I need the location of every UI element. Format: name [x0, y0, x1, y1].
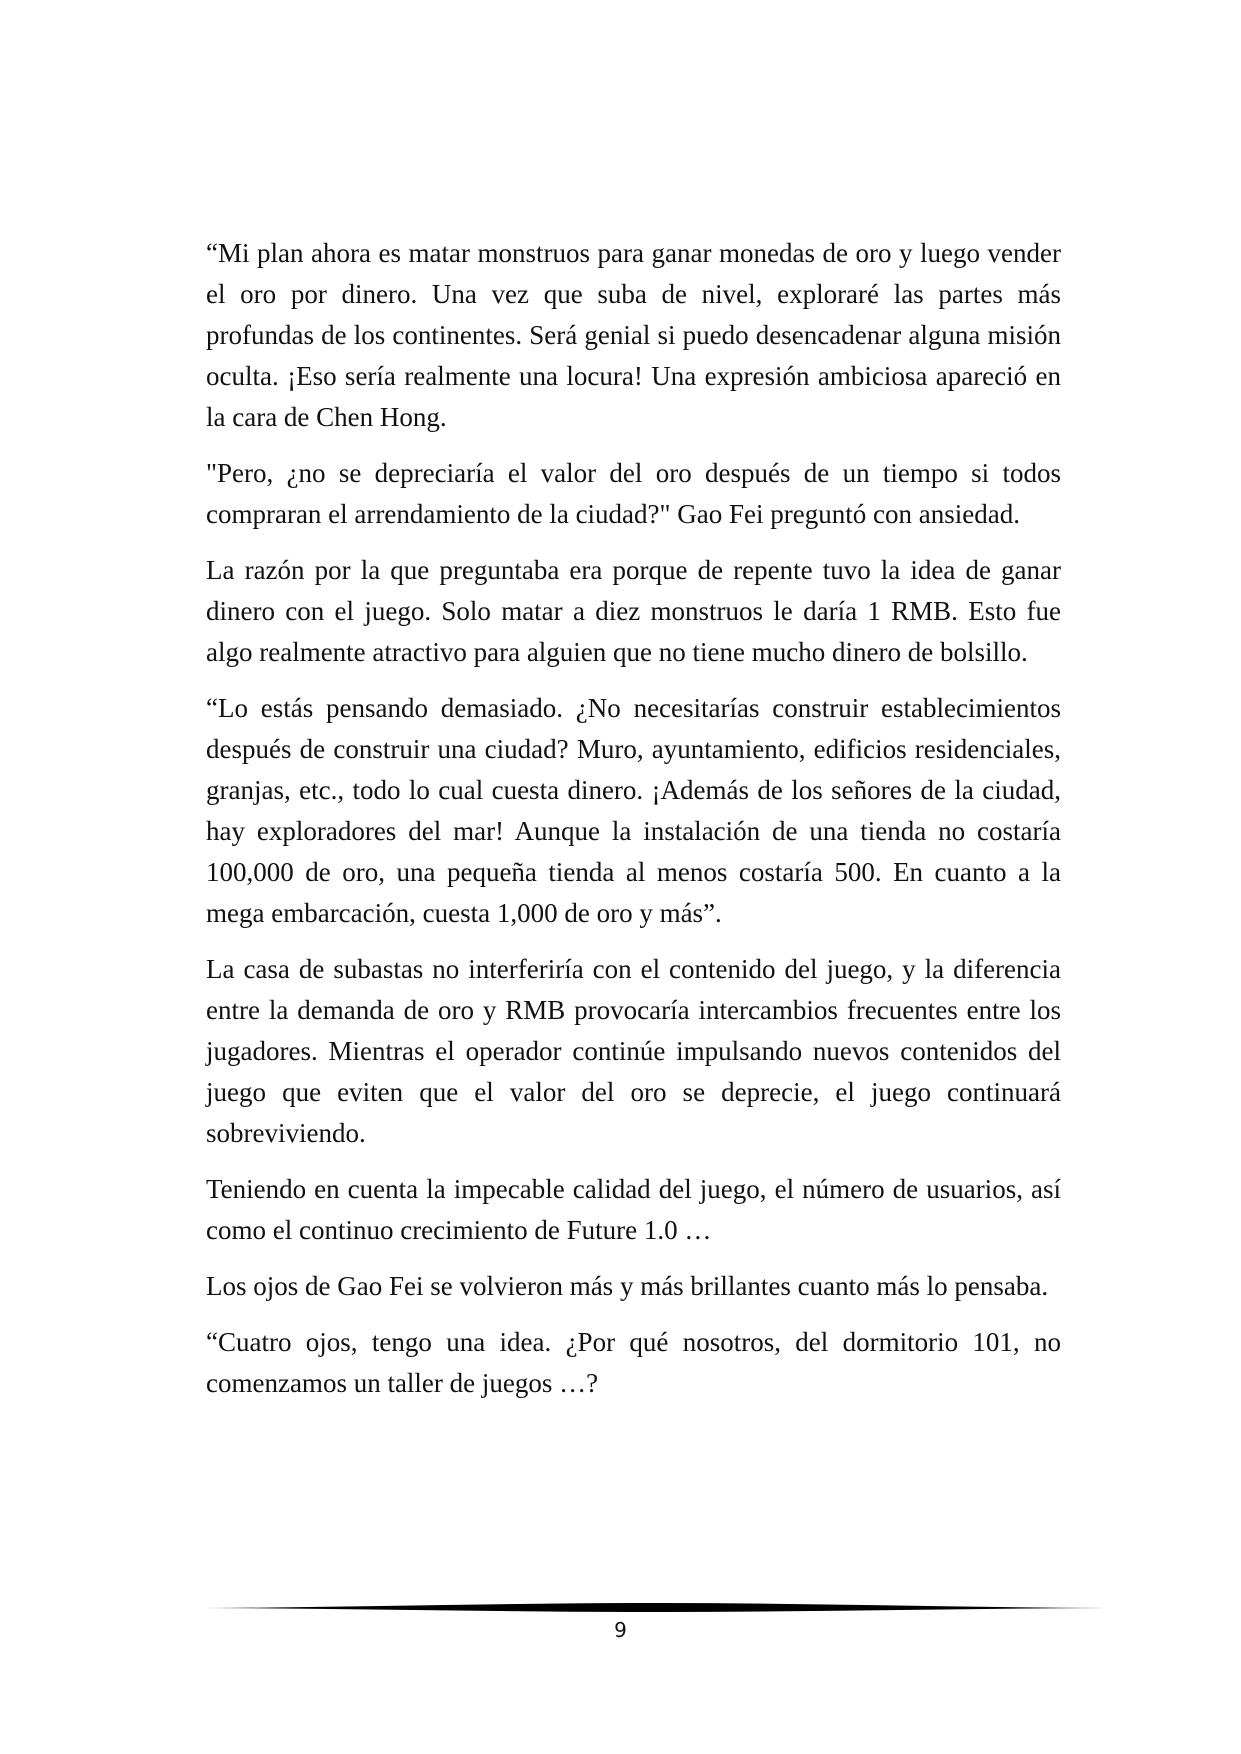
page-number: 9 [614, 1618, 627, 1642]
footer-divider [206, 1601, 1106, 1615]
paragraph: La casa de subastas no interferiría con el contenido del juego, y la diferencia entre la demanda de oro y RMB provocaría intercambios frecuentes entre los jugadores. Mientras el operador continúe impulsando nuevos contenidos del juego que eviten que el valor del oro se deprecie, el juego continuará sobreviviendo. [206, 954, 1061, 1148]
paragraph: Teniendo en cuenta la impecable calidad del juego, el número de usuarios, así como el continuo crecimiento de Future 1.0 … [206, 1174, 1061, 1245]
paragraph: “Mi plan ahora es matar monstruos para ganar monedas de oro y luego vender el oro por dinero. Una vez que suba de nivel, exploraré las partes más profundas de los continentes. Será genial si puedo desencadenar alguna misión oculta. ¡Eso sería realmente una locura! Una expresión ambiciosa apareció en la cara de Chen Hong. [206, 238, 1061, 432]
paragraph: Los ojos de Gao Fei se volvieron más y más brillantes cuanto más lo pensaba. [206, 1271, 1049, 1301]
paragraph: "Pero, ¿no se depreciaría el valor del oro después de un tiempo si todos compraran el arrendamiento de la ciudad?" Gao Fei preguntó con ansiedad. [206, 458, 1061, 529]
paragraph: “Lo estás pensando demasiado. ¿No necesitarías construir establecimientos después de construir una ciudad? Muro, ayuntamiento, edificios residenciales, granjas, etc., todo lo cual cuesta dinero. ¡Además de los señores de la ciudad, hay exploradores del mar! Aunque la instalación de una tienda no costaría 100,000 de oro, una pequeña tienda al menos costaría 500. En cuanto a la mega embarcación, cuesta 1,000 de oro y más”. [206, 693, 1061, 928]
paragraph: La razón por la que preguntaba era porque de repente tuvo la idea de ganar dinero con el juego. Solo matar a diez monstruos le daría 1 RMB. Esto fue algo realmente atractivo para alguien que no tiene mucho dinero de bolsillo. [206, 555, 1061, 667]
paragraph: “Cuatro ojos, tengo una idea. ¿Por qué nosotros, del dormitorio 101, no comenzamos un taller de juegos …? [206, 1327, 1061, 1398]
body-text [206, 233, 1061, 1419]
